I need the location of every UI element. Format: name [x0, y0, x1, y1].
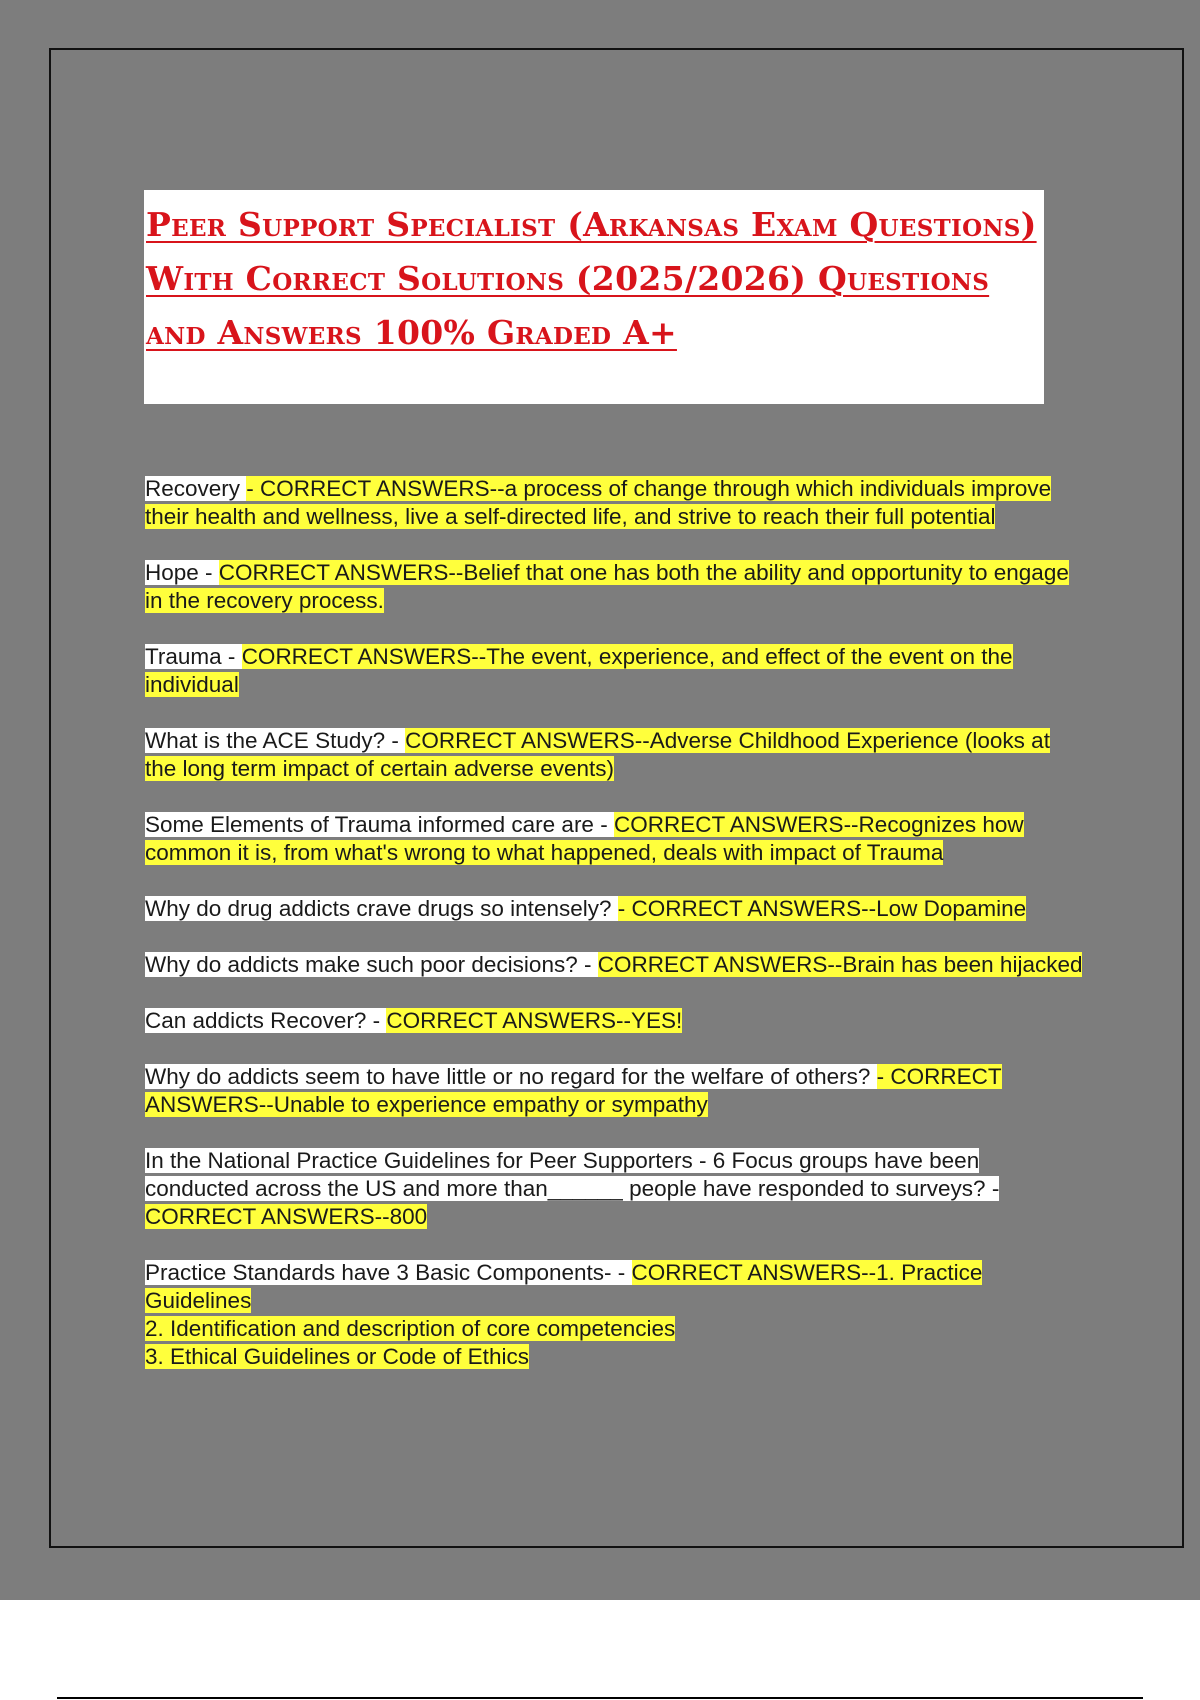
document-title — [146, 198, 1044, 360]
question-text: Why do addicts seem to have little or no regard for the welfare of others? — [145, 1064, 877, 1089]
answer-text: - CORRECT ANSWERS--a process of change through which individuals improve their health and wellness, live a self-directed life, and strive to reach their full potential — [145, 476, 1052, 529]
qa-item — [145, 1007, 1085, 1035]
answer-text: CORRECT ANSWERS--800 — [145, 1204, 428, 1229]
qa-list — [145, 475, 1085, 1371]
question-text: Trauma - — [145, 644, 242, 669]
answer-text: CORRECT ANSWERS--Belief that one has both the ability and opportunity to engage in the recovery process. — [145, 560, 1069, 613]
qa-item — [145, 811, 1085, 867]
answer-text: CORRECT ANSWERS--Adverse Childhood Experience (looks at the long term impact of certain adverse events) — [145, 728, 1050, 781]
qa-item — [145, 643, 1085, 699]
qa-item — [145, 1147, 1085, 1231]
question-text: Hope - — [145, 560, 219, 585]
footer-rule — [57, 1697, 1143, 1699]
question-text: What is the ACE Study? - — [145, 728, 406, 753]
qa-item — [145, 475, 1085, 531]
answer-text: CORRECT ANSWERS--The event, experience, and effect of the event on the individual — [145, 644, 1013, 697]
qa-item — [145, 951, 1085, 979]
qa-item — [145, 559, 1085, 615]
answer-text: CORRECT ANSWERS--YES! — [386, 1008, 683, 1033]
answer-text: CORRECT ANSWERS--1. Practice Guidelines 2. Identification and description of core competencies 3. Ethical Guidelines or Code of Ethics — [145, 1260, 983, 1369]
qa-item — [145, 1259, 1085, 1371]
question-text: Practice Standards have 3 Basic Components- - — [145, 1260, 632, 1285]
question-text: Why do drug addicts crave drugs so intensely? — [145, 896, 618, 921]
answer-text: CORRECT ANSWERS--Recognizes how common it is, from what's wrong to what happened, deals with impact of Trauma — [145, 812, 1024, 865]
title-box — [144, 190, 1044, 404]
question-text: In the National Practice Guidelines for Peer Supporters - 6 Focus groups have been conducted across the US and more than______ people have responded to surveys? - — [145, 1148, 1000, 1201]
question-text: Some Elements of Trauma informed care are - — [145, 812, 614, 837]
question-text: Can addicts Recover? - — [145, 1008, 387, 1033]
qa-item — [145, 895, 1085, 923]
question-text: Why do addicts make such poor decisions? - — [145, 952, 598, 977]
qa-item — [145, 727, 1085, 783]
answer-text: CORRECT ANSWERS--Brain has been hijacked — [597, 952, 1083, 977]
qa-item — [145, 1063, 1085, 1119]
answer-text: - CORRECT ANSWERS--Unable to experience empathy or sympathy — [145, 1064, 1002, 1117]
answer-text: - CORRECT ANSWERS--Low Dopamine — [617, 896, 1027, 921]
document-title-text: Peer Support Specialist (Arkansas Exam Questions) With Correct Solutions (2025/2026) Questions and Answers 100% Graded A+ — [146, 205, 1037, 352]
question-text: Recovery — [145, 476, 247, 501]
